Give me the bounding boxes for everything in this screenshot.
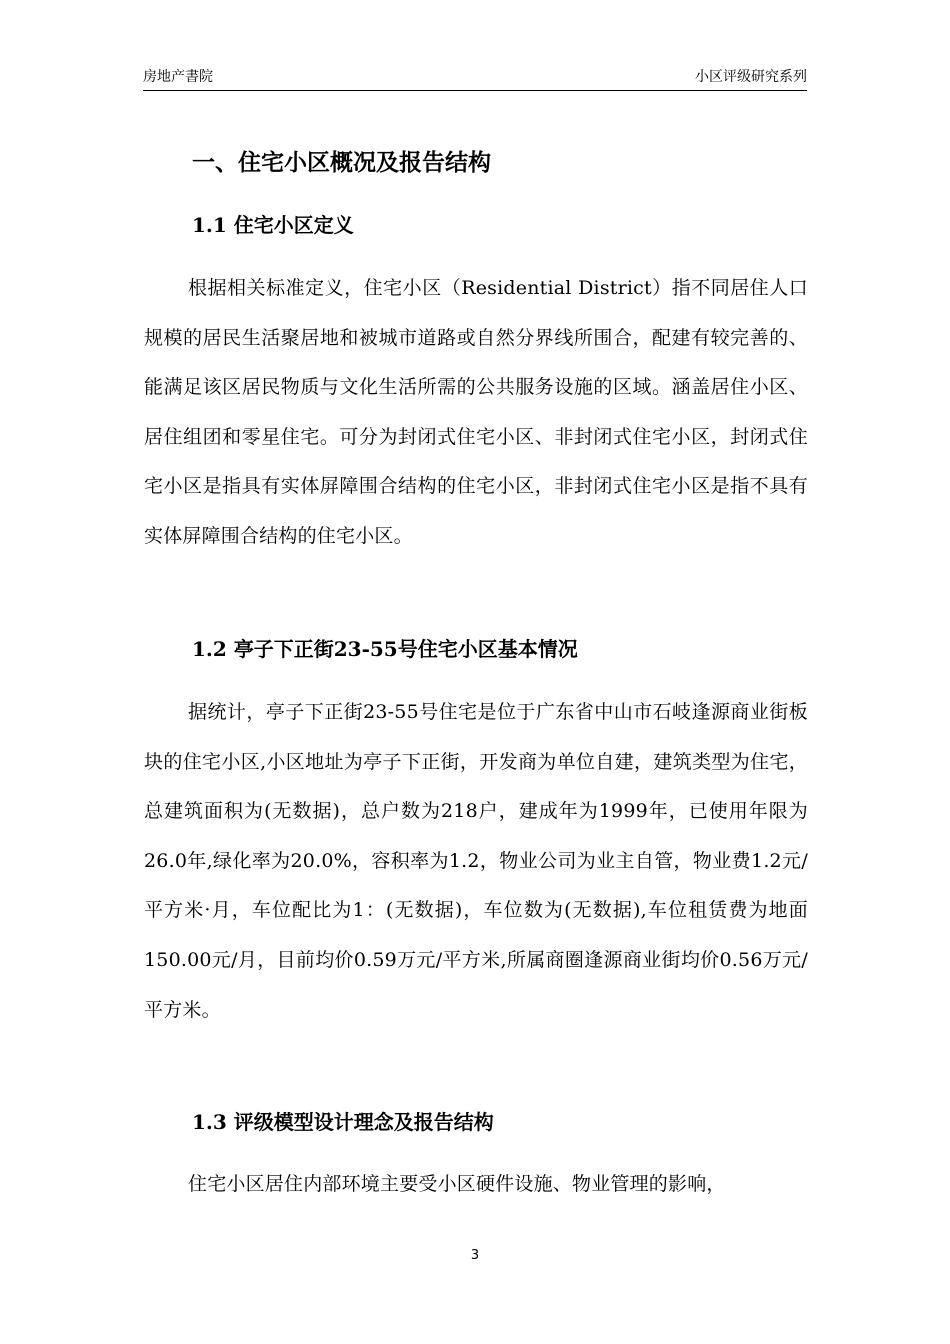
paragraph-rating-model: 住宅小区居住内部环境主要受小区硬件设施、物业管理的影响， — [188, 1173, 726, 1195]
page-number: 3 — [470, 1248, 480, 1263]
paragraph-basic-information: 据统计，亭子下正街23-55号住宅是位于广东省中山市石岐逢源商业街板块的住宅小区,小区地址为亭子下正街，开发商为单位自建，建筑类型为住宅，总建筑面积为(无数据)，总户数为218户，建成年为1999年，已使用年限为26.0年,绿化率为20.0%，容积率为1.2，物业公司为业主自管，物业费1.2元/平方米·月，车位配比为1：(无数据)，车位数为(无数据),车位租赁费为地面150.00元/月，目前均价0.59万元/平方米,所属商圈逢源商业街均价0.56万元/平方米。 — [144, 701, 808, 1021]
section-title: 一、住宅小区概况及报告结构 — [192, 149, 491, 176]
page-header — [143, 66, 807, 91]
paragraph-residential-definition: 根据相关标准定义，住宅小区（Residential District）指不同居住人口规模的居民生活聚居地和被城市道路或自然分界线所围合，配建有较完善的、能满足该区居民物质与文化生活所需的公共服务设施的区域。涵盖居住小区、居住组团和零星住宅。可分为封闭式住宅小区、非封闭式住宅小区，封闭式住宅小区是指具有实体屏障围合结构的住宅小区，非封闭式住宅小区是指不具有实体屏障围合结构的住宅小区。 — [144, 277, 808, 547]
subsection-title-1-2: 1.2 亭子下正街23-55号住宅小区基本情况 — [192, 637, 578, 661]
subsection-title-1-1: 1.1 住宅小区定义 — [192, 213, 354, 237]
header-left-title: 房地产書院 — [143, 69, 213, 85]
header-right-title: 小区评级研究系列 — [695, 69, 807, 85]
subsection-title-1-3: 1.3 评级模型设计理念及报告结构 — [192, 1110, 494, 1134]
